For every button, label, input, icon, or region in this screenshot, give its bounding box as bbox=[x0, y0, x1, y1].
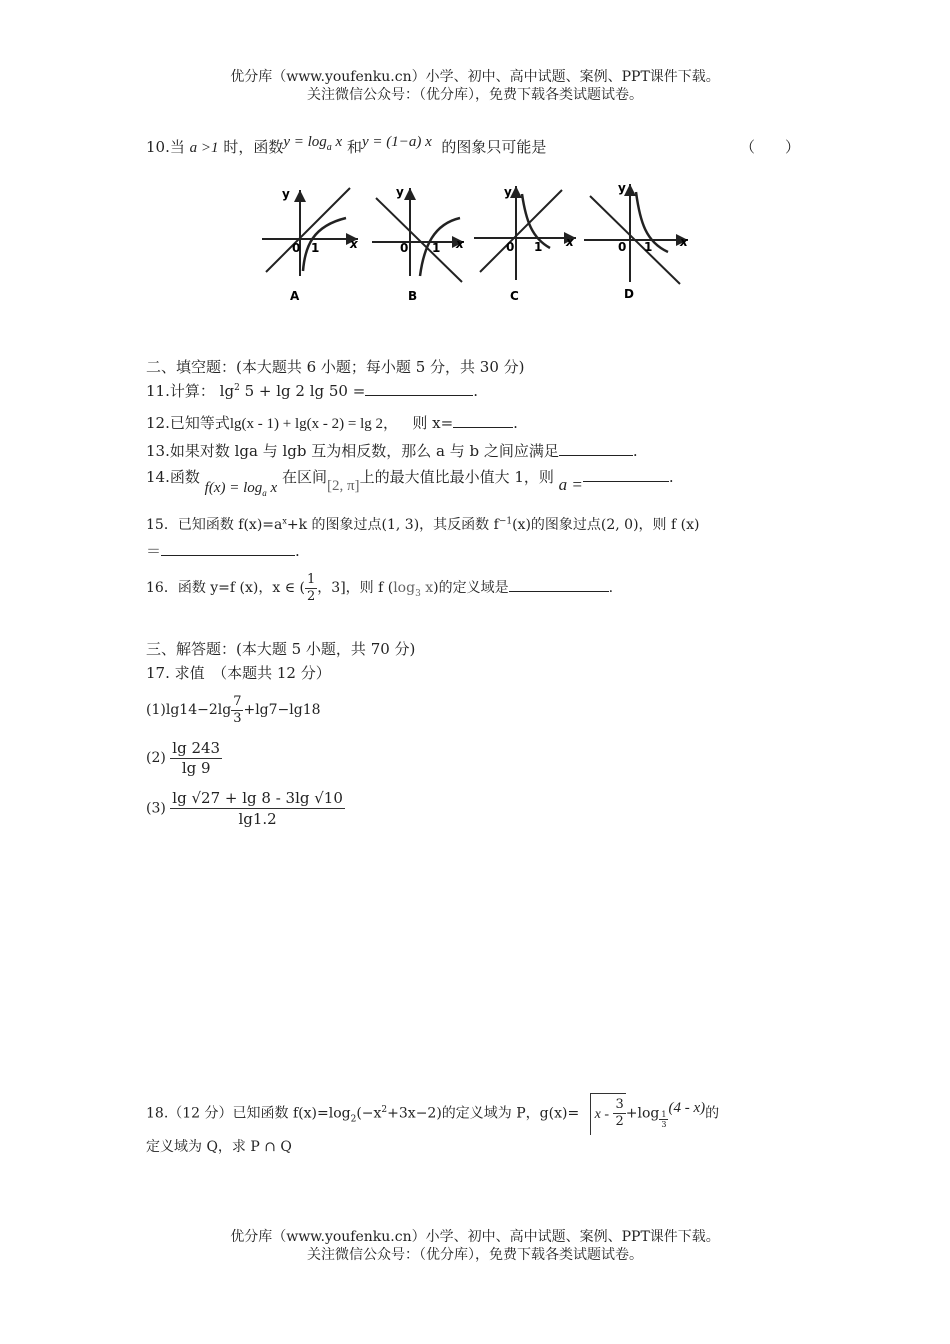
svg-text:x: x bbox=[350, 237, 358, 251]
q11-answer-blank[interactable] bbox=[365, 381, 473, 396]
svg-text:y: y bbox=[282, 187, 290, 201]
section-2-title: 二、填空题：(本大题共 6 小题；每小题 5 分，共 30 分) bbox=[146, 358, 525, 376]
svg-text:0: 0 bbox=[400, 241, 409, 255]
graph-a bbox=[262, 187, 359, 303]
q13-answer-blank[interactable] bbox=[559, 441, 633, 456]
question-10 bbox=[146, 136, 546, 159]
graph-b bbox=[372, 185, 465, 303]
section-3-title: 三、解答题：(本大题 5 小题，共 70 分) bbox=[146, 640, 416, 658]
graph-label-d: D bbox=[624, 287, 634, 301]
svg-text:1: 1 bbox=[432, 241, 441, 255]
footer-line-1: 优分库（www.youfenku.cn）小学、初中、高中试题、案例、PPT课件下载。 bbox=[230, 1229, 720, 1245]
q10-function-1: $y = \log_a x$ bbox=[283, 134, 343, 153]
q17-p3-fraction: $\frac{\lg √27 + \lg 8 - 3\lg √10}{\lg 1.2}$ bbox=[172, 789, 343, 828]
svg-text:1: 1 bbox=[534, 240, 543, 254]
svg-text:1: 1 bbox=[311, 241, 320, 255]
header-line-1: 优分库（www.youfenku.cn）小学、初中、高中试题、案例、PPT课件下载。 bbox=[230, 69, 720, 85]
q15-answer-blank[interactable] bbox=[161, 541, 295, 556]
q10-text-1: 当 bbox=[169, 138, 185, 156]
header-line-2: 关注微信公众号：（优分库），免费下载各类试题试卷。 bbox=[307, 87, 643, 103]
svg-text:x: x bbox=[456, 237, 464, 251]
question-12: 12.已知等式lg(x - 1) + lg(x - 2) = lg 2， 则 x= . bbox=[146, 414, 518, 432]
graph-label-c: C bbox=[510, 289, 519, 303]
q10-number: 10. bbox=[146, 138, 170, 156]
svg-text:0: 0 bbox=[618, 240, 627, 254]
graph-label-b: B bbox=[408, 289, 418, 303]
q17-part-1: (1)lg14−2lg $\frac{7}{3}$ +lg7−lg18 bbox=[146, 693, 321, 726]
question-14: 14.函数 $f(x) = \log_a x$ 在区间[2, π]上的最大值比最小值大 1，则 a = . bbox=[146, 468, 674, 498]
svg-text:y: y bbox=[396, 185, 404, 199]
question-11: 11.计算： $\lg^2 5 + \lg 2$ lg 50 = . bbox=[146, 382, 479, 400]
q10-function-2: y = (1−a) x bbox=[362, 134, 432, 150]
q16-fraction: $\frac{1}{2}$ bbox=[307, 571, 316, 604]
q10-text-4: 的图象只可能是 bbox=[441, 138, 547, 156]
svg-text:0: 0 bbox=[506, 240, 515, 254]
q10-text-3: 和 bbox=[346, 138, 362, 156]
q10-condition: a >1 bbox=[189, 140, 219, 156]
q17-part-2: (2) $\frac{\lg 243}{\lg 9}$ bbox=[146, 738, 221, 777]
graph-d bbox=[584, 181, 689, 301]
question-18: 18.（12 分）已知函数 $f(x)=\log_2(-x^2+3x-2)$的定义域为 P，g(x)= x - $\frac{3}{2}$ +log $\frac{1}{3}$ (4 - x)的 bbox=[146, 1090, 719, 1139]
question-15: 15．已知函数 $f(x)=a^x+k$ 的图象过点(1, 3)，其反函数 $f^{-1}(x)$的图象过点(2, 0)，则 f (x) bbox=[146, 516, 700, 533]
q10-answer-paren: （ ） bbox=[740, 138, 801, 156]
q15-line-2: ＝ . bbox=[146, 542, 300, 560]
q10-graphs bbox=[258, 176, 698, 306]
svg-text:1: 1 bbox=[644, 240, 653, 254]
q17-part-3: (3) $\frac{\lg √27 + \lg 8 - 3\lg √10}{\lg 1.2}$ bbox=[146, 789, 343, 828]
q10-text-2: 时，函数 bbox=[223, 138, 284, 156]
q12-answer-blank[interactable] bbox=[453, 413, 513, 428]
q18-sqrt: x - $\frac{3}{2}$ bbox=[590, 1093, 626, 1135]
q17-title: 17. 求值 （本题共 12 分） bbox=[146, 664, 331, 682]
svg-text:y: y bbox=[618, 181, 626, 195]
q17-p2-fraction: $\frac{\lg 243}{\lg 9}$ bbox=[172, 738, 221, 777]
q17-p1-fraction: $\frac{7}{3}$ bbox=[233, 693, 242, 726]
question-16: 16．函数 y=f (x)，x ∈ ( $\frac{1}{2}$ ，3]，则 f ($\log_3$ x)的定义域是 . bbox=[146, 571, 614, 604]
svg-text:x: x bbox=[680, 235, 688, 249]
svg-text:y: y bbox=[504, 185, 512, 199]
svg-text:x: x bbox=[566, 235, 574, 249]
footer-line-2: 关注微信公众号：（优分库），免费下载各类试题试卷。 bbox=[307, 1247, 643, 1263]
question-13: 13.如果对数 lga 与 lgb 互为相反数，那么 a 与 b 之间应满足 . bbox=[146, 442, 638, 460]
graph-c bbox=[474, 185, 576, 303]
q16-answer-blank[interactable] bbox=[509, 577, 609, 592]
graph-label-a: A bbox=[290, 289, 300, 303]
q18-line-2: 定义域为 Q，求 P ∩ Q bbox=[146, 1139, 292, 1155]
svg-text:0: 0 bbox=[292, 241, 301, 255]
q14-answer-blank[interactable] bbox=[583, 467, 669, 482]
